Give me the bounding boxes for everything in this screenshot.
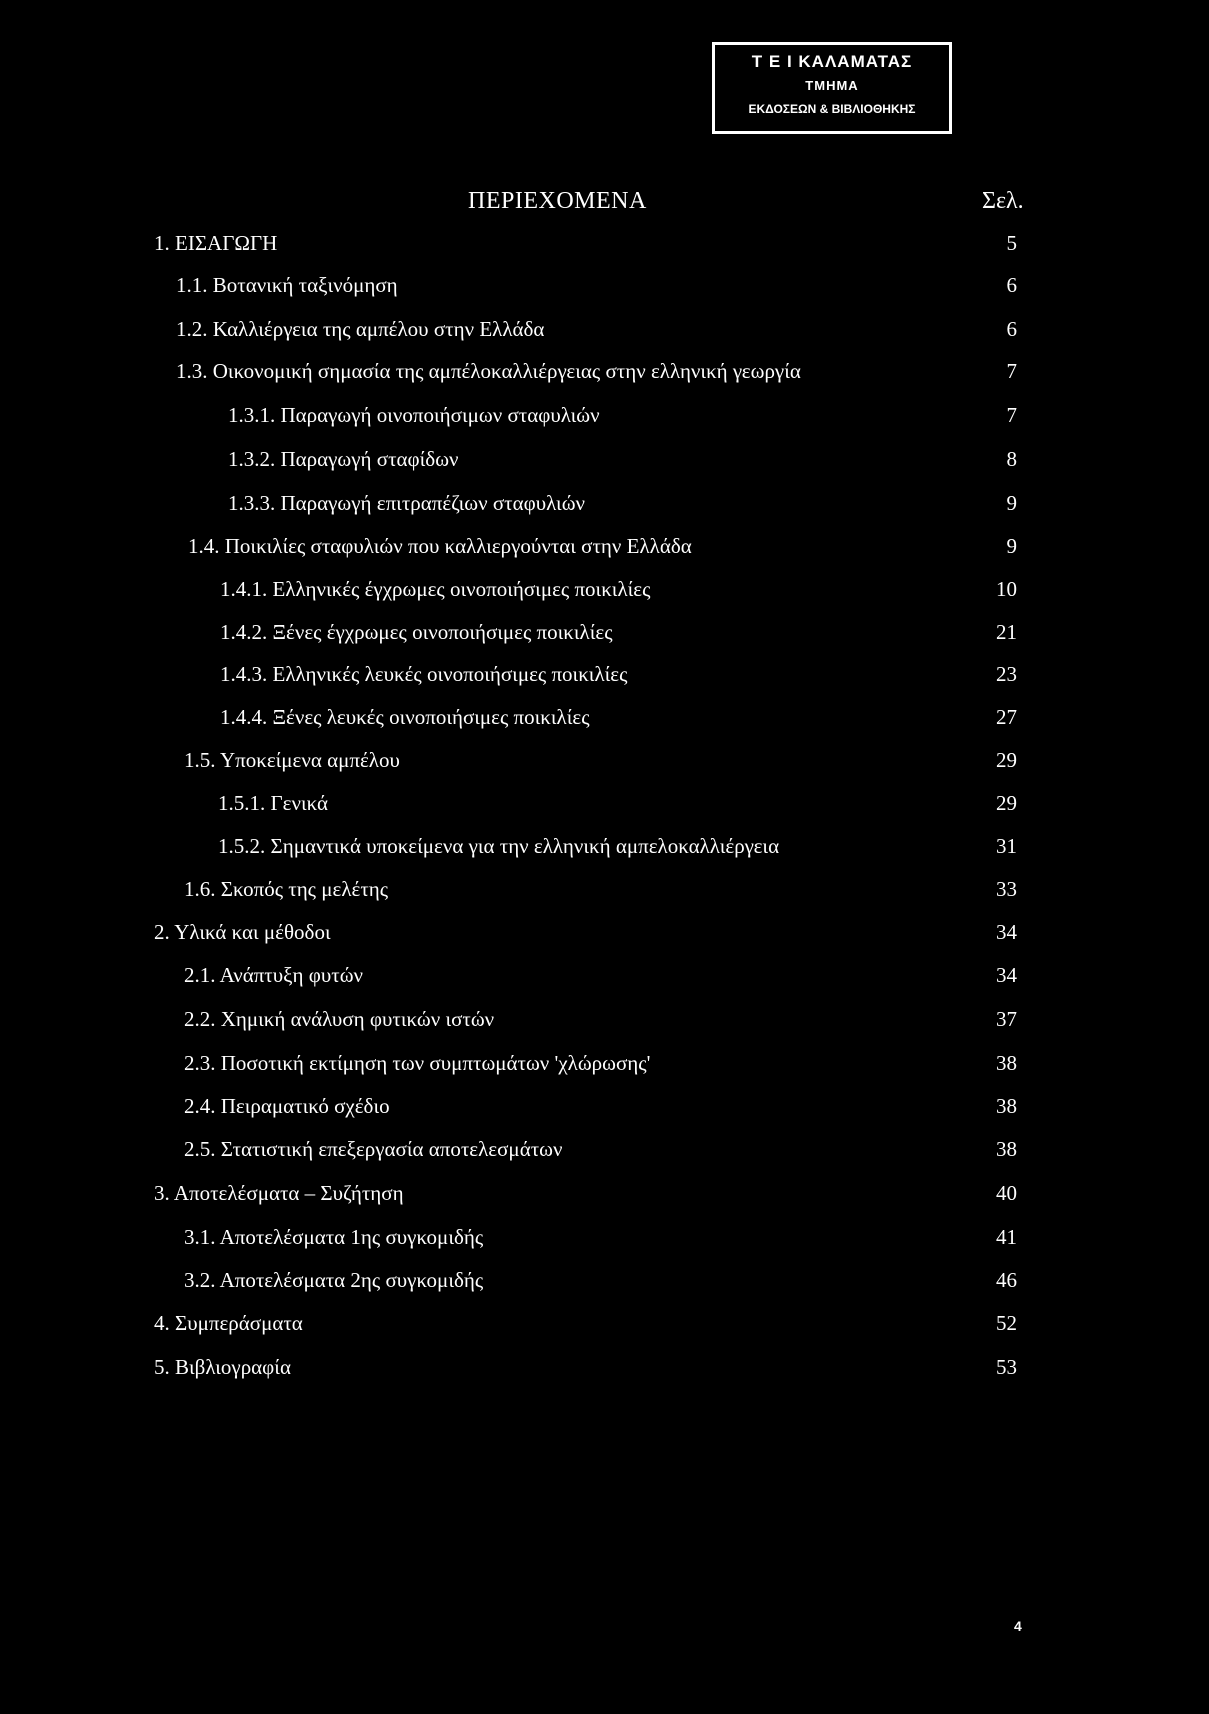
toc-entry-title: ΕΙΣΑΓΩΓΗ: [175, 231, 278, 255]
toc-entry-number: 1.2.: [176, 317, 208, 341]
toc-entry-page: 38: [996, 1137, 1017, 1161]
toc-entry: [0, 958, 1209, 992]
toc-entry-number: 2.1.: [184, 963, 216, 987]
toc-entry: [0, 743, 1209, 777]
toc-entry-title: Ξένες λευκές οινοποιήσιμες ποικιλίες: [272, 705, 590, 729]
toc-entry: [0, 1263, 1209, 1297]
toc-entry-page: 29: [996, 748, 1017, 772]
toc-entry-page: 31: [996, 834, 1017, 858]
toc-entry: [0, 226, 1209, 260]
toc-entry-number: 2.3.: [184, 1051, 216, 1075]
stamp-line-institution: Τ Ε Ι ΚΑΛΑΜΑΤΑΣ: [751, 52, 913, 71]
toc-entry-page: 6: [1006, 317, 1017, 341]
toc-entry-title: Καλλιέργεια της αμπέλου στην Ελλάδα: [212, 317, 545, 341]
toc-entry-number: 1.3.3.: [228, 491, 276, 515]
toc-entry: [0, 486, 1209, 520]
toc-entry: [0, 1176, 1209, 1210]
toc-entry-number: 1.1.: [176, 273, 208, 297]
toc-entry-number: 1.3.1.: [228, 403, 276, 427]
page-number: 4: [1014, 1618, 1022, 1634]
toc-entry-number: 1.4.1.: [220, 577, 268, 601]
toc-entry-number: 1.3.: [176, 359, 208, 383]
toc-entry-page: 34: [996, 920, 1017, 944]
toc-entry-number: 1.4.: [188, 534, 220, 558]
toc-entry-page: 40: [996, 1181, 1017, 1205]
page-column-header: Σελ.: [982, 188, 1024, 214]
toc-entry: [0, 398, 1209, 432]
library-stamp: [712, 42, 952, 134]
toc-entry: [0, 529, 1209, 563]
toc-entry: [0, 1046, 1209, 1080]
toc-entry-number: 3.: [154, 1181, 170, 1205]
toc-entry-number: 1.5.1.: [218, 791, 266, 815]
toc-entry-title: Παραγωγή οινοποιήσιμων σταφυλιών: [280, 403, 600, 427]
toc-entry-page: 7: [1006, 403, 1017, 427]
toc-entry-page: 34: [996, 963, 1017, 987]
toc-entry-number: 1.3.2.: [228, 447, 276, 471]
toc-entry-page: 41: [996, 1225, 1017, 1249]
toc-entry: [0, 1089, 1209, 1123]
toc-entry-number: 3.1.: [184, 1225, 216, 1249]
toc-entry-page: 38: [996, 1051, 1017, 1075]
stamp-line-department: ΤΜΗΜΑ: [805, 78, 859, 93]
toc-entry-title: Υποκείμενα αμπέλου: [219, 748, 400, 772]
toc-entry-title: Ποικιλίες σταφυλιών που καλλιεργούνται στην Ελλάδα: [224, 534, 692, 558]
toc-entry-title: Παραγωγή σταφίδων: [280, 447, 459, 471]
toc-entry-number: 2.5.: [184, 1137, 216, 1161]
toc-entry: [0, 829, 1209, 863]
toc-entry-number: 1.6.: [184, 877, 216, 901]
toc-entry-number: 1.4.2.: [220, 620, 268, 644]
toc-entry: [0, 572, 1209, 606]
toc-entry-title: Αποτελέσματα – Συζήτηση: [173, 1181, 404, 1205]
toc-entry-title: Αποτελέσματα 2ης συγκομιδής: [219, 1268, 484, 1292]
toc-entry-page: 8: [1006, 447, 1017, 471]
toc-entry-page: 53: [996, 1355, 1017, 1379]
toc-entry-number: 1.4.3.: [220, 662, 268, 686]
toc-entry-title: Συμπεράσματα: [175, 1311, 303, 1335]
toc-entry-page: 52: [996, 1311, 1017, 1335]
toc-entry-number: 1.4.4.: [220, 705, 268, 729]
toc-entry-page: 7: [1006, 359, 1017, 383]
page-title: ΠΕΡΙΕΧΟΜΕΝΑ: [468, 188, 647, 214]
toc-entry-page: 46: [996, 1268, 1017, 1292]
toc-entry: [0, 354, 1209, 388]
stamp-line-library: ΕΚΔΟΣΕΩΝ & ΒΙΒΛΙΟΘΗΚΗΣ: [748, 102, 916, 116]
toc-entry-page: 21: [996, 620, 1017, 644]
toc-entry-title: Αποτελέσματα 1ης συγκομιδής: [219, 1225, 484, 1249]
toc-entry-title: Βοτανική ταξινόμηση: [212, 273, 398, 297]
toc-entry-page: 29: [996, 791, 1017, 815]
toc-entry-number: 1.: [154, 231, 170, 255]
toc-entry: [0, 268, 1209, 302]
toc-entry: [0, 1350, 1209, 1384]
toc-entry-number: 4.: [154, 1311, 170, 1335]
toc-entry-title: Στατιστική επεξεργασία αποτελεσμάτων: [220, 1137, 563, 1161]
toc-entry-number: 3.2.: [184, 1268, 216, 1292]
toc-entry-page: 27: [996, 705, 1017, 729]
toc-entry-page: 6: [1006, 273, 1017, 297]
toc-entry-title: Χημική ανάλυση φυτικών ιστών: [220, 1007, 495, 1031]
toc-entry: [0, 312, 1209, 346]
toc-entry-number: 5.: [154, 1355, 170, 1379]
toc-entry-title: Βιβλιογραφία: [175, 1355, 291, 1379]
toc-entry-title: Γενικά: [270, 791, 329, 815]
toc-entry: [0, 442, 1209, 476]
toc-entry: [0, 700, 1209, 734]
toc-entry-page: 5: [1006, 231, 1017, 255]
toc-entry-title: Οικονομική σημασία της αμπέλοκαλλιέργειας στην ελληνική γεωργία: [212, 359, 801, 383]
toc-entry: [0, 915, 1209, 949]
toc-entry: [0, 1306, 1209, 1340]
toc-entry-title: Σημαντικά υποκείμενα για την ελληνική αμπελοκαλλιέργεια: [270, 834, 780, 858]
toc-entry-title: Υλικά και μέθοδοι: [174, 920, 331, 944]
toc-entry-page: 9: [1006, 534, 1017, 558]
toc-entry-page: 37: [996, 1007, 1017, 1031]
toc-entry-title: Ξένες έγχρωμες οινοποιήσιμες ποικιλίες: [272, 620, 613, 644]
toc-entry-title: Ανάπτυξη φυτών: [219, 963, 364, 987]
toc-entry-page: 23: [996, 662, 1017, 686]
toc-entry-number: 2.: [154, 920, 170, 944]
toc-entry-number: 1.5.: [184, 748, 216, 772]
toc-entry-page: 33: [996, 877, 1017, 901]
toc-entry: [0, 1220, 1209, 1254]
toc-entry-number: 2.4.: [184, 1094, 216, 1118]
toc-entry: [0, 786, 1209, 820]
toc-entry-title: Ελληνικές έγχρωμες οινοποιήσιμες ποικιλίες: [272, 577, 651, 601]
toc-entry: [0, 1002, 1209, 1036]
toc-entry-page: 38: [996, 1094, 1017, 1118]
toc-entry: [0, 1132, 1209, 1166]
toc-entry-title: Σκοπός της μελέτης: [220, 877, 389, 901]
toc-entry-title: Ποσοτική εκτίμηση των συμπτωμάτων 'χλώρωσης': [220, 1051, 651, 1075]
toc-entry-page: 10: [996, 577, 1017, 601]
toc-entry: [0, 657, 1209, 691]
toc-entry-number: 2.2.: [184, 1007, 216, 1031]
toc-entry: [0, 615, 1209, 649]
toc-entry-title: Παραγωγή επιτραπέζιων σταφυλιών: [280, 491, 586, 515]
toc-entry-title: Ελληνικές λευκές οινοποιήσιμες ποικιλίες: [272, 662, 628, 686]
toc-entry-number: 1.5.2.: [218, 834, 266, 858]
toc-entry-title: Πειραματικό σχέδιο: [220, 1094, 390, 1118]
toc-entry: [0, 872, 1209, 906]
toc-entry-page: 9: [1006, 491, 1017, 515]
